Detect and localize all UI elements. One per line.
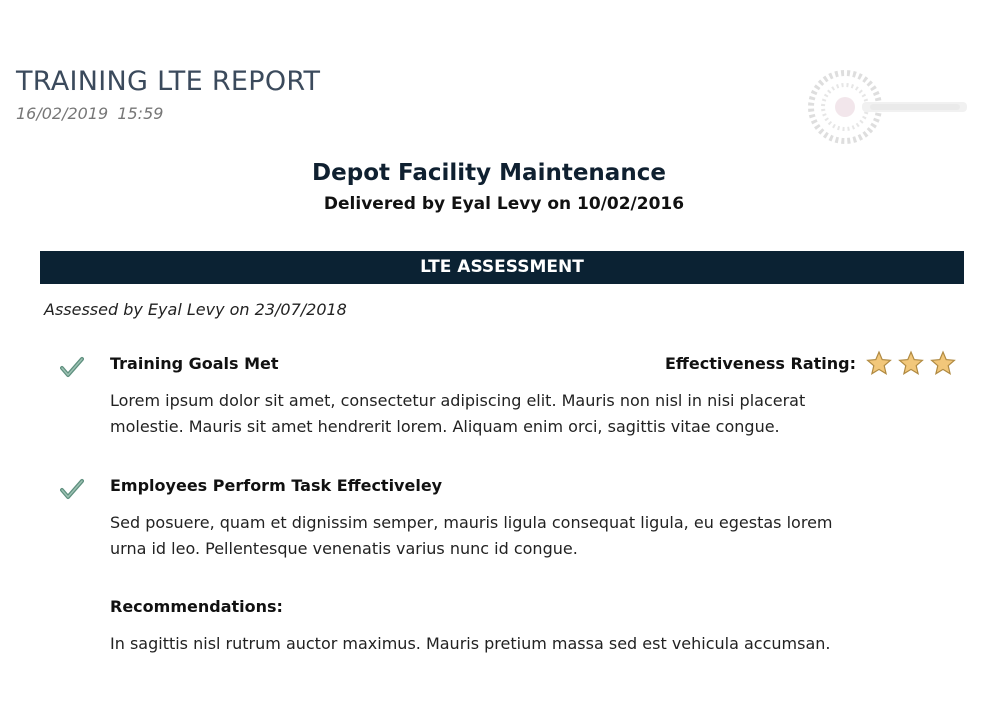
check-icon [60,478,84,500]
item-description: Lorem ipsum dolor sit amet, consectetur adipiscing elit. Mauris non nisl in nisi placerat molestie. Mauris sit amet hendrerit lorem. Aliquam enim orci, sagittis vitae congue. [110,391,806,436]
check-icon [60,356,84,378]
item-description: Sed posuere, quam et dignissim semper, mauris ligula consequat ligula, eu egestas lorem urna id leo. Pellentesque venenatis varius nunc id congue. [110,513,833,558]
course-info [0,160,1008,214]
section-header: LTE ASSESSMENT [40,251,964,284]
course-delivered-by: Delivered by Eyal Levy on 10/02/2016 [323,194,685,214]
item-heading: Employees Perform Task Effectiveley [110,476,443,495]
report-time: 15:59 [117,104,164,123]
recommendations-heading: Recommendations: [110,597,283,616]
recommendations-body: In sagittis nisl rutrum auctor maximus. Mauris pretium massa sed est vehicula accumsan. [110,634,831,653]
effectiveness-rating [665,350,956,376]
course-title: Depot Facility Maintenance [312,160,666,186]
rating-label: Effectiveness Rating: [665,353,856,373]
report-datetime [16,104,320,123]
item-heading: Training Goals Met [110,354,279,373]
company-logo-icon [800,62,975,152]
report-date: 16/02/2019 [16,104,109,123]
star-icon [930,350,956,376]
star-icon [866,350,892,376]
star-icon [898,350,924,376]
report-header [16,64,320,123]
assessed-by: Assessed by Eyal Levy on 23/07/2018 [44,300,347,319]
report-title: TRAINING LTE REPORT [16,66,321,97]
